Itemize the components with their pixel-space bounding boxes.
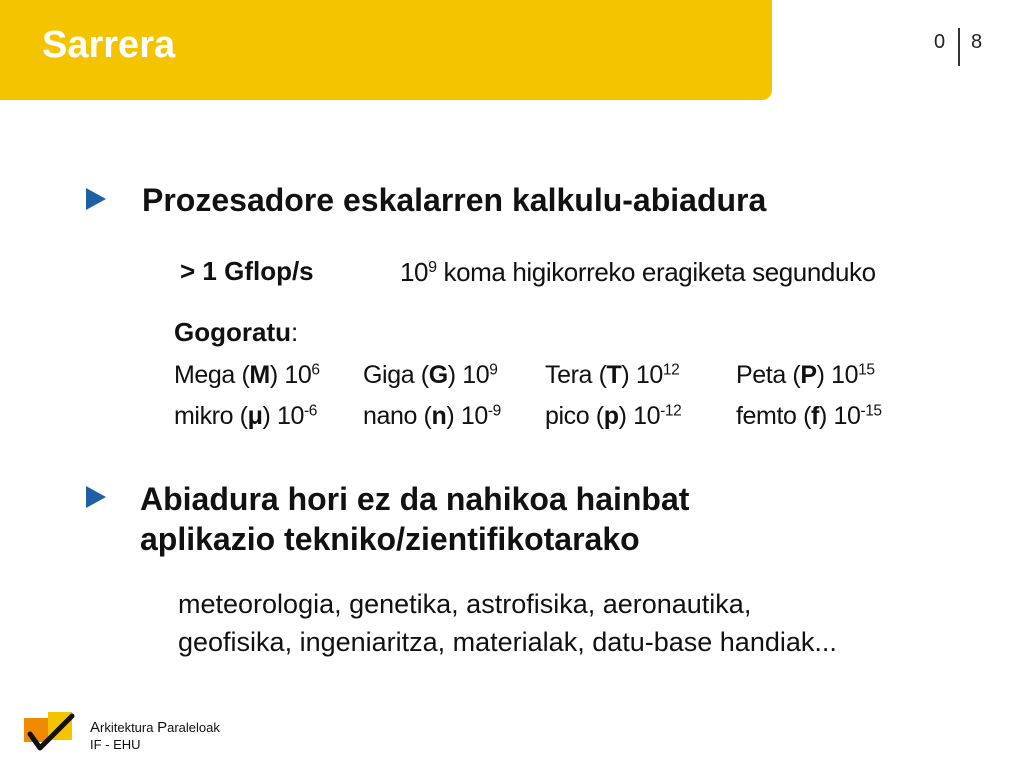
applications-line2: geofisika, ingeniaritza, materialak, datu-base handiak... [178,627,837,657]
page-number-divider [958,28,960,66]
prefix-exponent: 15 [858,361,875,379]
prefix-name: pico [545,402,590,430]
prefix-mikro: mikro (μ) $10^{-6}$ [174,402,317,430]
prefix-exponent: 6 [311,361,320,379]
prefix-base: 10 [633,402,661,430]
prefix-tera: Tera (T) $10^{12}$ [545,361,680,389]
footer-initial-a: A [90,719,101,736]
speed-row [180,258,314,284]
prefix-peta: Peta (P) $10^{15}$ [736,361,875,389]
section2-heading [140,480,689,559]
slide-title: Sarrera [42,24,176,66]
section2-heading-line2: aplikazio tekniko/zientifikotarako [140,520,640,557]
prefix-base: 10 [460,402,488,430]
applications-line1: meteorologia, genetika, astrofisika, aeronautika, [178,589,752,619]
speed-label: > 1 Gflop/s [180,256,314,286]
prefix-name: femto [736,402,797,430]
prefix-base: 10 [462,361,490,389]
bullet-arrow-icon [86,486,106,508]
prefix-name: Mega [174,361,235,389]
prefix-pico: pico (p) $10^{-12}$ [545,402,682,430]
footer-initial-p: P [157,719,168,736]
footer-course-name [90,719,220,736]
prefix-exponent: 12 [662,361,680,379]
bullet-arrow-icon [86,188,106,210]
prefix-exponent: -9 [487,402,501,420]
prefix-base: 10 [833,402,861,430]
checkmark-logo-icon [24,712,76,752]
prefix-giga: Giga (G) $10^9$ [363,361,498,389]
course-logo-icon [24,712,76,752]
section1-heading: Prozesadore eskalarren kalkulu-abiadura [142,182,767,218]
prefix-name: Peta [736,361,786,389]
prefix-symbol: T [606,361,622,389]
prefix-exponent: 9 [489,361,498,379]
speed-desc-text: koma higikorreko eragiketa segunduko [443,257,876,287]
speed-exponent: 9 [428,258,437,277]
prefix-base: 10 [635,361,663,389]
prefix-mega: Mega (M) $10^6$ [174,361,320,389]
section2-heading-line1: Abiadura hori ez da nahikoa hainbat [140,481,690,517]
prefix-name: Tera [545,361,593,389]
page-number-left: 0 [934,31,946,53]
prefix-exponent: -6 [304,402,317,420]
remember-colon: : [291,317,299,347]
page-number-right: 8 [971,31,983,53]
footer-text-p: araleloak [167,720,220,735]
prefix-femto: femto (f) $10^{-15}$ [736,402,882,430]
remember-row [174,319,298,345]
prefix-nano: nano (n) $10^{-9}$ [363,402,501,430]
footer-credit [90,719,220,753]
footer-text-a: rkitektura [100,720,158,735]
remember-label: Gogoratu [174,317,291,347]
prefix-name: Giga [363,361,415,389]
footer-institution: IF - EHU [90,737,141,752]
prefix-base: 10 [276,402,304,430]
prefix-exponent: -15 [860,402,882,420]
prefix-base: 10 [284,361,312,389]
prefix-symbol: f [811,402,819,430]
prefix-exponent: -12 [660,402,682,420]
prefix-name: nano [363,402,418,430]
prefix-base: 10 [831,361,859,389]
speed-description [400,259,876,285]
speed-base: 10 [400,257,429,287]
prefix-name: mikro [174,402,234,430]
prefix-symbol: n [431,402,447,430]
applications-list [178,585,837,661]
prefix-symbol: M [249,361,270,389]
prefix-symbol: P [800,361,817,389]
prefix-symbol: μ [247,402,263,430]
prefix-symbol: G [428,361,448,389]
prefix-symbol: p [603,402,619,430]
